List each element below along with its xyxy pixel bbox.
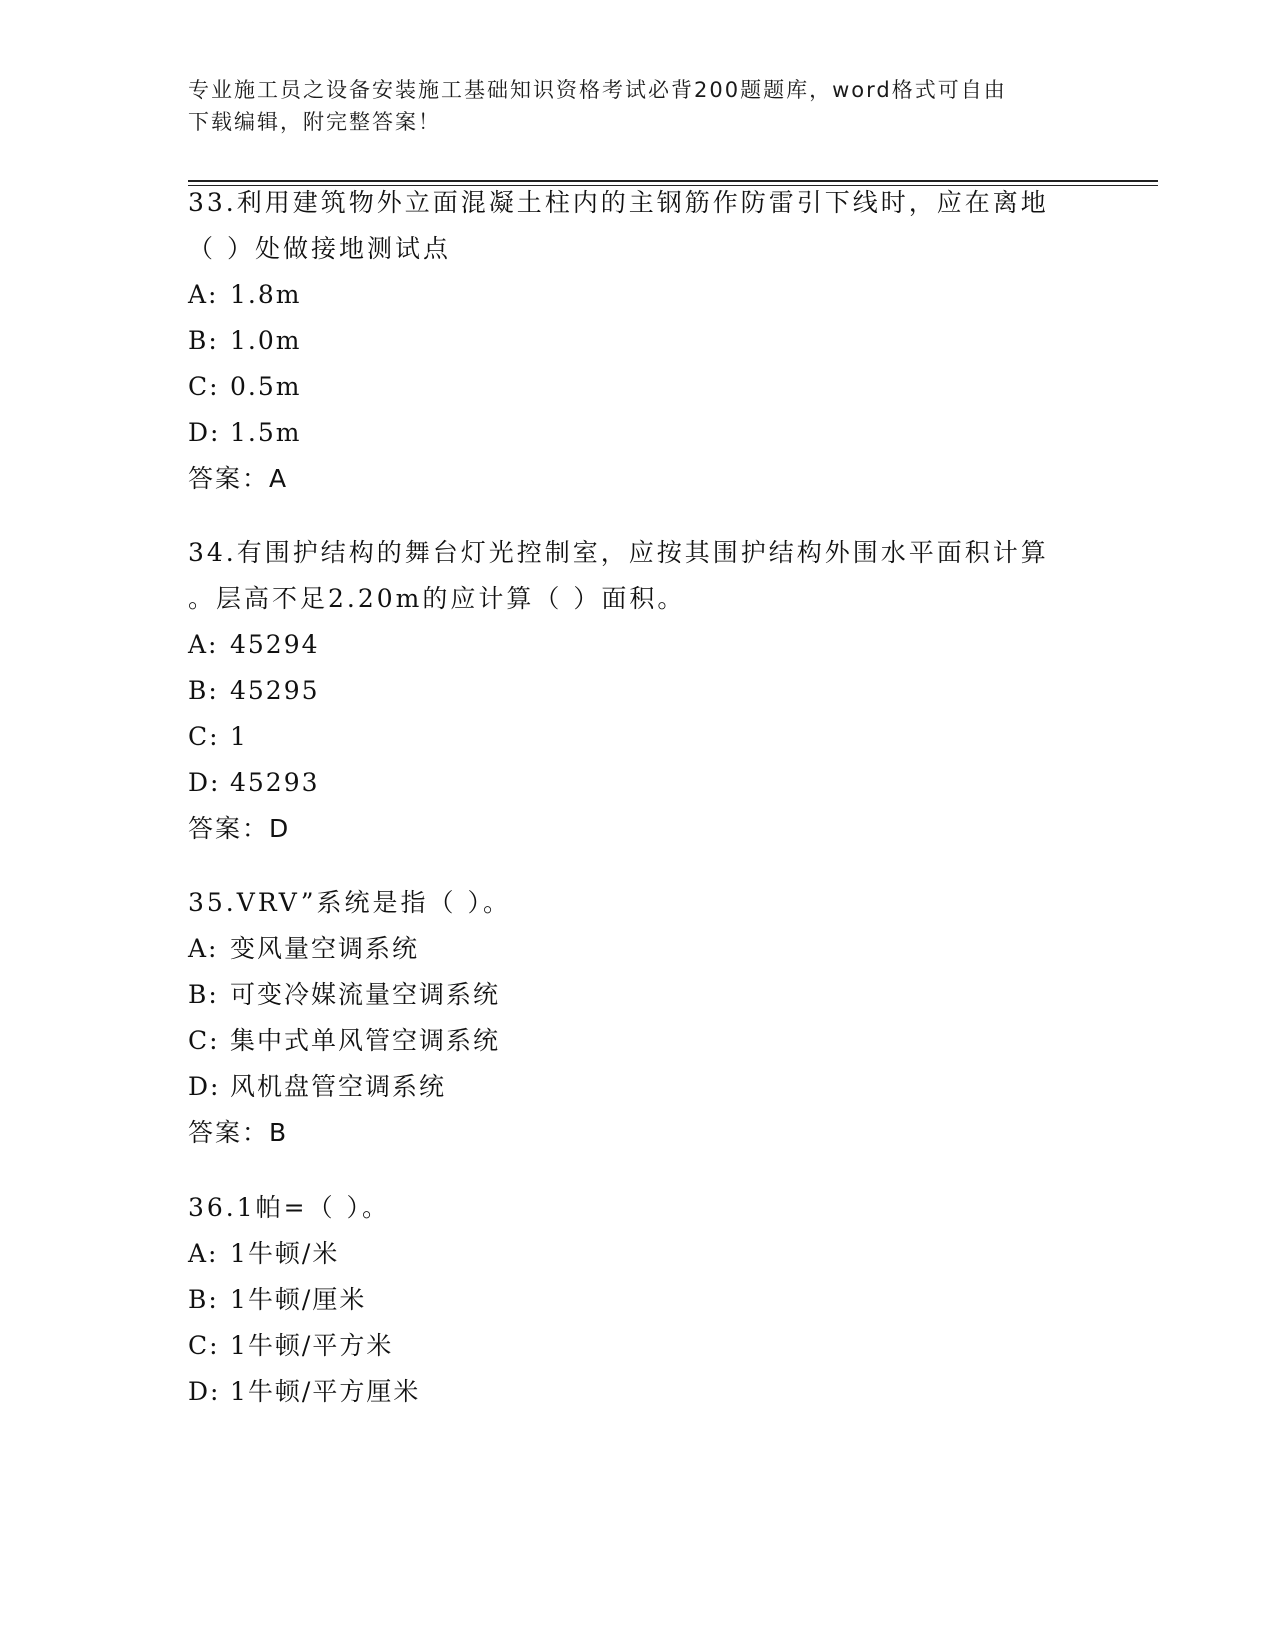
option-text: 1.0m bbox=[230, 326, 302, 355]
option-key: D: bbox=[188, 1377, 221, 1406]
question-33 bbox=[188, 180, 1108, 502]
option-d bbox=[188, 410, 1108, 456]
option-text: 变风量空调系统 bbox=[230, 934, 420, 963]
option-key: A: bbox=[188, 280, 219, 309]
option-text: 1牛顿/厘米 bbox=[230, 1285, 367, 1314]
option-a bbox=[188, 926, 1108, 972]
option-text: 1牛顿/平方厘米 bbox=[230, 1377, 421, 1406]
question-stem-line-1: 34.有围护结构的舞台灯光控制室，应按其围护结构外围水平面积计算 bbox=[188, 538, 1049, 567]
option-key: B: bbox=[188, 326, 219, 355]
option-c bbox=[188, 364, 1108, 410]
option-c bbox=[188, 1018, 1108, 1064]
document-header bbox=[188, 74, 1108, 138]
question-stem-line-2: 。层高不足2.20m的应计算（ ）面积。 bbox=[188, 584, 686, 613]
option-key: C: bbox=[188, 372, 220, 401]
option-key: A: bbox=[188, 630, 219, 659]
question-stem-line-1: 33.利用建筑物外立面混凝土柱内的主钢筋作防雷引下线时，应在离地 bbox=[188, 188, 1049, 217]
question-36 bbox=[188, 1185, 1108, 1415]
option-d bbox=[188, 1064, 1108, 1110]
answer: 答案：D bbox=[188, 814, 291, 843]
option-text: 1牛顿/平方米 bbox=[230, 1331, 394, 1360]
option-text: 1.8m bbox=[230, 280, 302, 309]
option-key: D: bbox=[188, 768, 221, 797]
option-a bbox=[188, 272, 1108, 318]
option-b bbox=[188, 1277, 1108, 1323]
answer: 答案：A bbox=[188, 464, 289, 493]
header-line-2: 下载编辑，附完整答案！ bbox=[188, 110, 441, 134]
question-stem-line-2: （ ）处做接地测试点 bbox=[188, 234, 451, 263]
question-stem-line-1: 36.1帕=（ ）。 bbox=[188, 1193, 391, 1222]
option-text: 45293 bbox=[230, 768, 320, 797]
option-b bbox=[188, 972, 1108, 1018]
option-b bbox=[188, 668, 1108, 714]
option-key: B: bbox=[188, 1285, 219, 1314]
option-key: D: bbox=[188, 418, 221, 447]
option-d bbox=[188, 760, 1108, 806]
option-key: A: bbox=[188, 1239, 219, 1268]
option-text: 1牛顿/米 bbox=[230, 1239, 340, 1268]
option-key: C: bbox=[188, 1026, 220, 1055]
option-key: C: bbox=[188, 722, 220, 751]
answer: 答案：B bbox=[188, 1118, 289, 1147]
option-text: 45294 bbox=[230, 630, 320, 659]
option-text: 集中式单风管空调系统 bbox=[230, 1026, 501, 1055]
option-d bbox=[188, 1369, 1108, 1415]
header-line-1: 专业施工员之设备安装施工基础知识资格考试必背200题题库，word格式可自由 bbox=[188, 78, 1007, 102]
option-a bbox=[188, 1231, 1108, 1277]
question-stem-line-1: 35.VRV”系统是指（ ）。 bbox=[188, 888, 511, 917]
option-key: B: bbox=[188, 980, 219, 1009]
option-text: 0.5m bbox=[230, 372, 302, 401]
option-key: C: bbox=[188, 1331, 220, 1360]
option-c bbox=[188, 714, 1108, 760]
option-key: D: bbox=[188, 1072, 221, 1101]
option-a bbox=[188, 622, 1108, 668]
option-text: 1.5m bbox=[230, 418, 302, 447]
question-35 bbox=[188, 880, 1108, 1156]
option-key: A: bbox=[188, 934, 219, 963]
question-34 bbox=[188, 530, 1108, 852]
option-text: 风机盘管空调系统 bbox=[230, 1072, 447, 1101]
option-text: 45295 bbox=[230, 676, 320, 705]
option-text: 1 bbox=[230, 722, 248, 751]
option-b bbox=[188, 318, 1108, 364]
option-c bbox=[188, 1323, 1108, 1369]
option-text: 可变冷媒流量空调系统 bbox=[230, 980, 501, 1009]
option-key: B: bbox=[188, 676, 219, 705]
